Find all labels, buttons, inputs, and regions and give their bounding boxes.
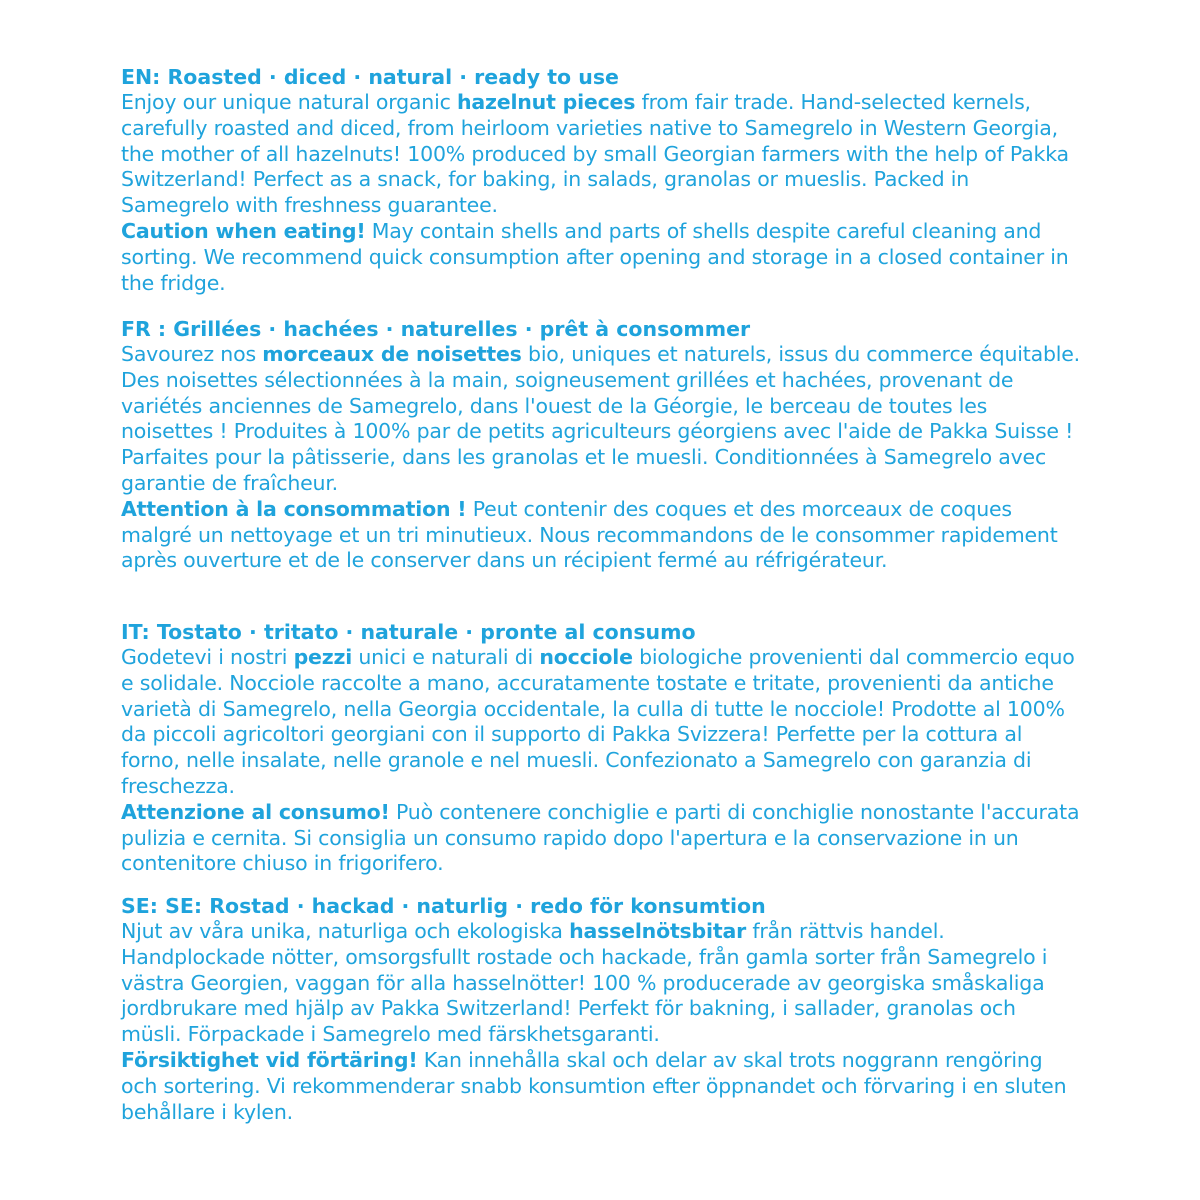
caution-text-fr: Peut contenir des coques et des morceaux de coques malgré un nettoyage et un tri minutieux. Nous recommandons de le consommer rapidement après ouverture et de le conserver dans un récipient fermé au réfrigérateur. — [121, 496, 1058, 573]
section-french — [121, 316, 1081, 574]
section-english — [121, 64, 1081, 296]
caution-paragraph-se — [121, 1048, 1081, 1125]
section-heading-se: SE: SE: Rostad · hackad · naturlig · redo för konsumtion — [121, 894, 766, 918]
product-name-it: pezzi — [293, 645, 353, 669]
caution-label-it: Attenzione al consumo! — [121, 799, 390, 824]
product-name-en: hazelnut pieces — [456, 90, 636, 114]
intro-paragraph-en — [121, 90, 1081, 219]
intro-text-rest-it: biologiche provenienti dal commercio equo e solidale. Nocciole raccolte a mano, accuratamente tostate e tritate, provenienti da antiche varietà di Samegrelo, nella Georgia occidentale, la culla di tutte le nocciole! Prodotte al 100% da piccoli agricoltori georgiani con il supporto di Pakka Svizzera! Perfette per la cottura al forno, nelle insalate, nelle granole e nel muesli. Confezionato a Samegrelo con garanzia di freschezza. — [121, 645, 1075, 798]
caution-label-se: Försiktighet vid förtäring! — [121, 1047, 418, 1072]
section-heading-it: IT: Tostato · tritato · naturale · pronte al consumo — [121, 620, 696, 644]
intro-text-rest-en: from fair trade. Hand-selected kernels, carefully roasted and diced, from heirloom varieties native to Samegrelo in Western Georgia, the mother of all hazelnuts! 100% produced by small Georgian farmers with the help of Pakka Switzerland! Perfect as a snack, for baking, in salads, granolas or mueslis. Packed in Samegrelo with freshness guarantee. — [121, 90, 1069, 218]
caution-paragraph-fr — [121, 497, 1081, 574]
caution-label-fr: Attention à la consommation ! — [121, 496, 467, 521]
caution-label-en: Caution when eating! — [121, 218, 366, 243]
caution-paragraph-it — [121, 800, 1081, 877]
intro-text-fr: Savourez nos — [121, 342, 263, 366]
section-swedish — [121, 893, 1081, 1125]
section-heading-fr: FR : Grillées · hachées · naturelles · prêt à consommer — [121, 317, 751, 341]
section-italian — [121, 619, 1081, 877]
product-name-2-it: nocciole — [539, 645, 633, 669]
intro-text-mid-it: unici e naturali di — [352, 645, 540, 669]
intro-paragraph-se — [121, 919, 1081, 1048]
product-name-se: hasselnötsbitar — [569, 919, 746, 943]
caution-text-se: Kan innehålla skal och delar av skal trots noggrann rengöring och sortering. Vi rekommenderar snabb konsumtion efter öppnandet och förvaring i en sluten behållare i kylen. — [121, 1047, 1067, 1124]
intro-text-it: Godetevi i nostri — [121, 645, 294, 669]
intro-text-en: Enjoy our unique natural organic — [121, 90, 457, 114]
intro-text-rest-se: från rättvis handel. Handplockade nötter, omsorgsfullt rostade och hackade, från gamla sorter från Samegrelo i västra Georgien, vaggan för alla hasselnötter! 100 % producerade av georgiska småskaliga jordbrukare med hjälp av Pakka Switzerland! Perfekt för bakning, i sallader, granolas och müsli. Förpackade i Samegrelo med färskhetsgaranti. — [121, 919, 1048, 1047]
product-name-fr: morceaux de noisettes — [262, 342, 522, 366]
caution-text-it: Può contenere conchiglie e parti di conchiglie nonostante l'accurata pulizia e cernita. Si consiglia un consumo rapido dopo l'apertura e la conservazione in un contenitore chiuso in frigorifero. — [121, 799, 1080, 876]
section-heading-en: EN: Roasted · diced · natural · ready to use — [121, 65, 619, 89]
caution-paragraph-en — [121, 219, 1081, 296]
intro-text-rest-fr: bio, uniques et naturels, issus du commerce équitable. Des noisettes sélectionnées à la main, soigneusement grillées et hachées, provenant de variétés anciennes de Samegrelo, dans l'ouest de la Géorgie, le berceau de toutes les noisettes ! Produites à 100% par de petits agriculteurs géorgiens avec l'aide de Pakka Suisse ! Parfaites pour la pâtisserie, dans les granolas et le muesli. Conditionnées à Samegrelo avec garantie de fraîcheur. — [121, 342, 1080, 495]
caution-text-en: May contain shells and parts of shells despite careful cleaning and sorting. We recommend quick consumption after opening and storage in a closed container in the fridge. — [121, 218, 1069, 295]
intro-paragraph-fr — [121, 342, 1081, 497]
intro-paragraph-it — [121, 645, 1081, 800]
intro-text-se: Njut av våra unika, naturliga och ekologiska — [121, 919, 570, 943]
